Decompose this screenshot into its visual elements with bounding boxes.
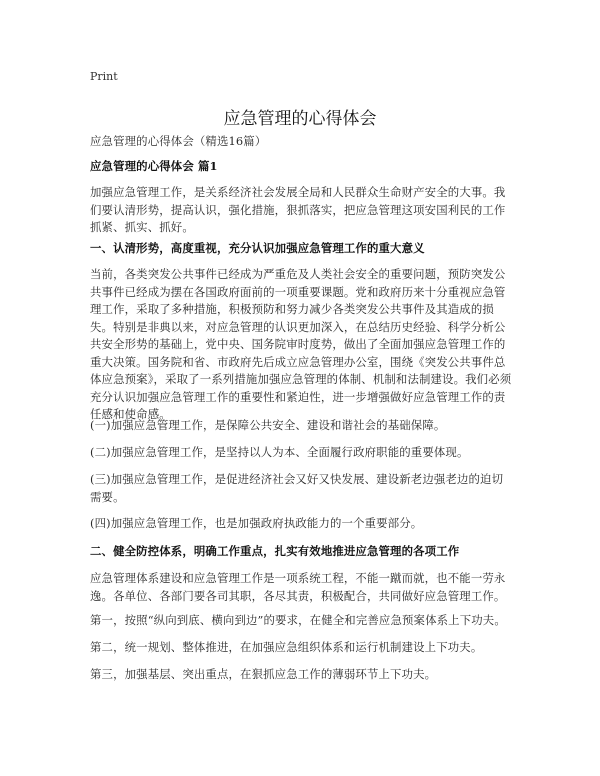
- section-title: 应急管理的心得体会 篇1: [90, 159, 218, 173]
- paragraph-system: 应急管理体系建设和应急管理工作是一项系统工程，不能一蹴而就，也不能一劳永逸。各单位、各部门要各司其职，各尽其责，积极配合，共同做好应急管理工作。: [90, 571, 506, 603]
- point-one: (一)加强应急管理工作，是保障公共安全、建设和谐社会的基础保障。: [90, 418, 446, 432]
- page-title: 应急管理的心得体会: [223, 109, 377, 129]
- point-three: (三)加强应急管理工作，是促进经济社会又好又快发展、建设新老边强老边的迫切需要。: [90, 472, 504, 504]
- subtitle: 应急管理的心得体会（精选16篇）: [90, 134, 267, 148]
- paragraph-situation: 当前，各类突发公共事件已经成为严重危及人类社会安全的重要问题，预防突发公共事件已经成为摆在各国政府面前的一项重要课题。党和政府历来十分重视应急管理工作，采取了多种措施，积极预防和努力减少各类突发公共事件及其造成的损失。特别是非典以来，对应急管理的认识更加深入，在总结历史经验、科学分析公共安全形势的基础上，党中央、国务院审时度势，做出了全面加强应急管理工作的重大决策。国务院和省、市政府先后成立应急管理办公室，围绕《突发公共事件总体应急预案》，采取了一系列措施加强应急管理的体制、机制和法制建设。我们必须充分认识加强应急管理工作的重要性和紧迫性，进一步增强做好应急管理工作的责任感和使命感。: [90, 267, 512, 421]
- point-four: (四)加强应急管理工作，也是加强政府执政能力的一个重要部分。: [90, 516, 423, 530]
- print-link[interactable]: Print: [90, 70, 118, 83]
- heading-two: 二、健全防控体系，明确工作重点，扎实有效地推进应急管理的各项工作: [90, 544, 460, 558]
- heading-one: 一、认清形势，高度重视，充分认识加强应急管理工作的重大意义: [90, 241, 425, 255]
- point-two: (二)加强应急管理工作，是坚持以人为本、全面履行政府职能的重要体现。: [90, 445, 469, 459]
- step-one: 第一，按照“纵向到底、横向到边”的要求，在健全和完善应急预案体系上下功夫。: [90, 613, 506, 627]
- paragraph-intro: 加强应急管理工作，是关系经济社会发展全局和人民群众生命财产安全的大事。我们要认清形势，提高认识，强化措施，狠抓落实，把应急管理这项安国利民的工作抓紧、抓实、抓好。: [90, 185, 506, 234]
- step-two: 第二，统一规划、整体推进，在加强应急组织体系和运行机制建设上下功夫。: [90, 640, 483, 654]
- step-three: 第三，加强基层、突出重点，在狠抓应急工作的薄弱环节上下功夫。: [90, 667, 437, 681]
